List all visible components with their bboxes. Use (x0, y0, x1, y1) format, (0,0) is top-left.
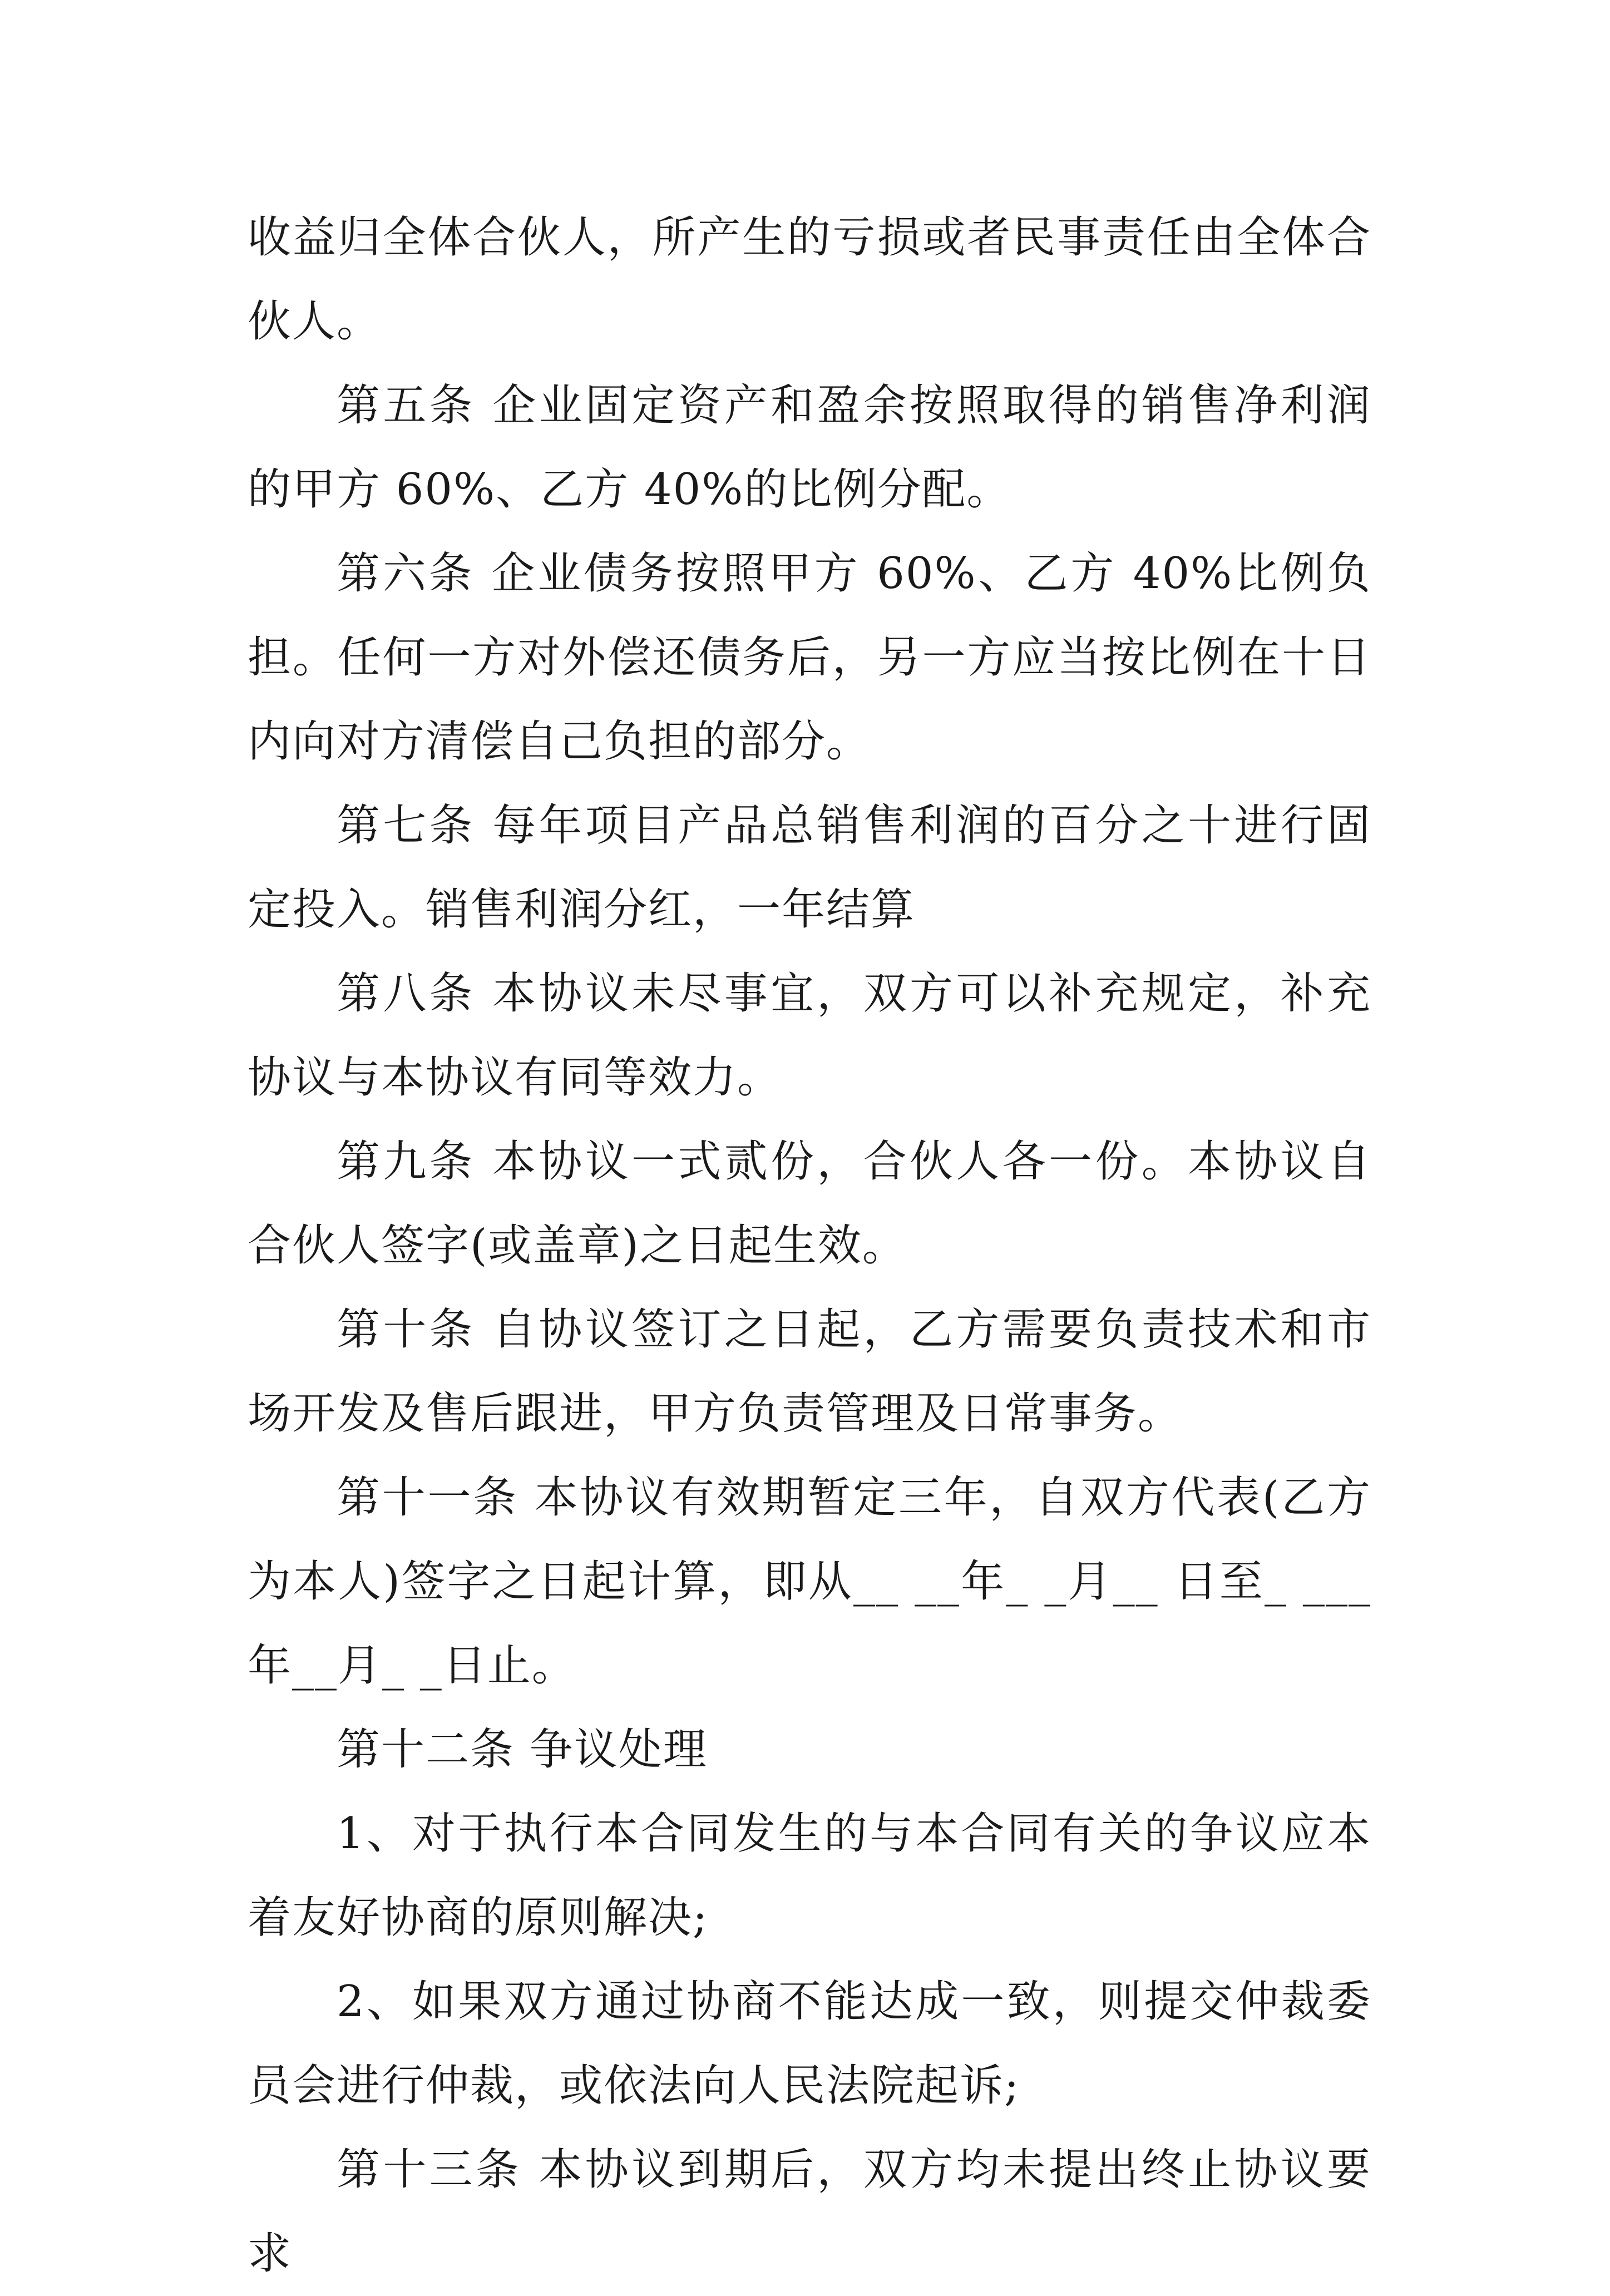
paragraph-article-12-item-2: 2、如果双方通过协商不能达成一致，则提交仲裁委员会进行仲裁，或依法向人民法院起诉; (248, 1977, 1371, 2111)
paragraph-article-13: 第十三条 本协议到期后，双方均未提出终止协议要求 (248, 2145, 1371, 2279)
paragraph-article-12-heading: 第十二条 争议处理 (337, 1725, 708, 1775)
paragraph-article-6: 第六条 企业债务按照甲方 60%、乙方 40%比例负担。任何一方对外偿还债务后，另一方应当按比例在十日内向对方清偿自己负担的部分。 (248, 549, 1371, 767)
paragraph-article-8: 第八条 本协议未尽事宜，双方可以补充规定，补充协议与本协议有同等效力。 (248, 969, 1371, 1103)
paragraph-continuation: 收益归全体合伙人，所产生的亏损或者民事责任由全体合伙人。 (248, 213, 1371, 347)
document-body (248, 196, 1371, 2296)
paragraph-article-5: 第五条 企业固定资产和盈余按照取得的销售净利润的甲方 60%、乙方 40%的比例分配。 (248, 381, 1371, 515)
paragraph-article-9: 第九条 本协议一式贰份，合伙人各一份。本协议自合伙人签字(或盖章)之日起生效。 (248, 1137, 1371, 1271)
paragraph-article-7: 第七条 每年项目产品总销售利润的百分之十进行固定投入。销售利润分红，一年结算 (248, 801, 1371, 935)
paragraph-article-10: 第十条 自协议签订之日起，乙方需要负责技术和市场开发及售后跟进，甲方负责管理及日常事务。 (248, 1305, 1371, 1439)
paragraph-article-11: 第十一条 本协议有效期暂定三年，自双方代表(乙方为本人)签字之日起计算，即从__ __年_ _月__ 日至_ ___年__月_ _日止。 (248, 1473, 1371, 1691)
paragraph-article-12-item-1: 1、对于执行本合同发生的与本合同有关的争议应本着友好协商的原则解决; (248, 1809, 1371, 1943)
